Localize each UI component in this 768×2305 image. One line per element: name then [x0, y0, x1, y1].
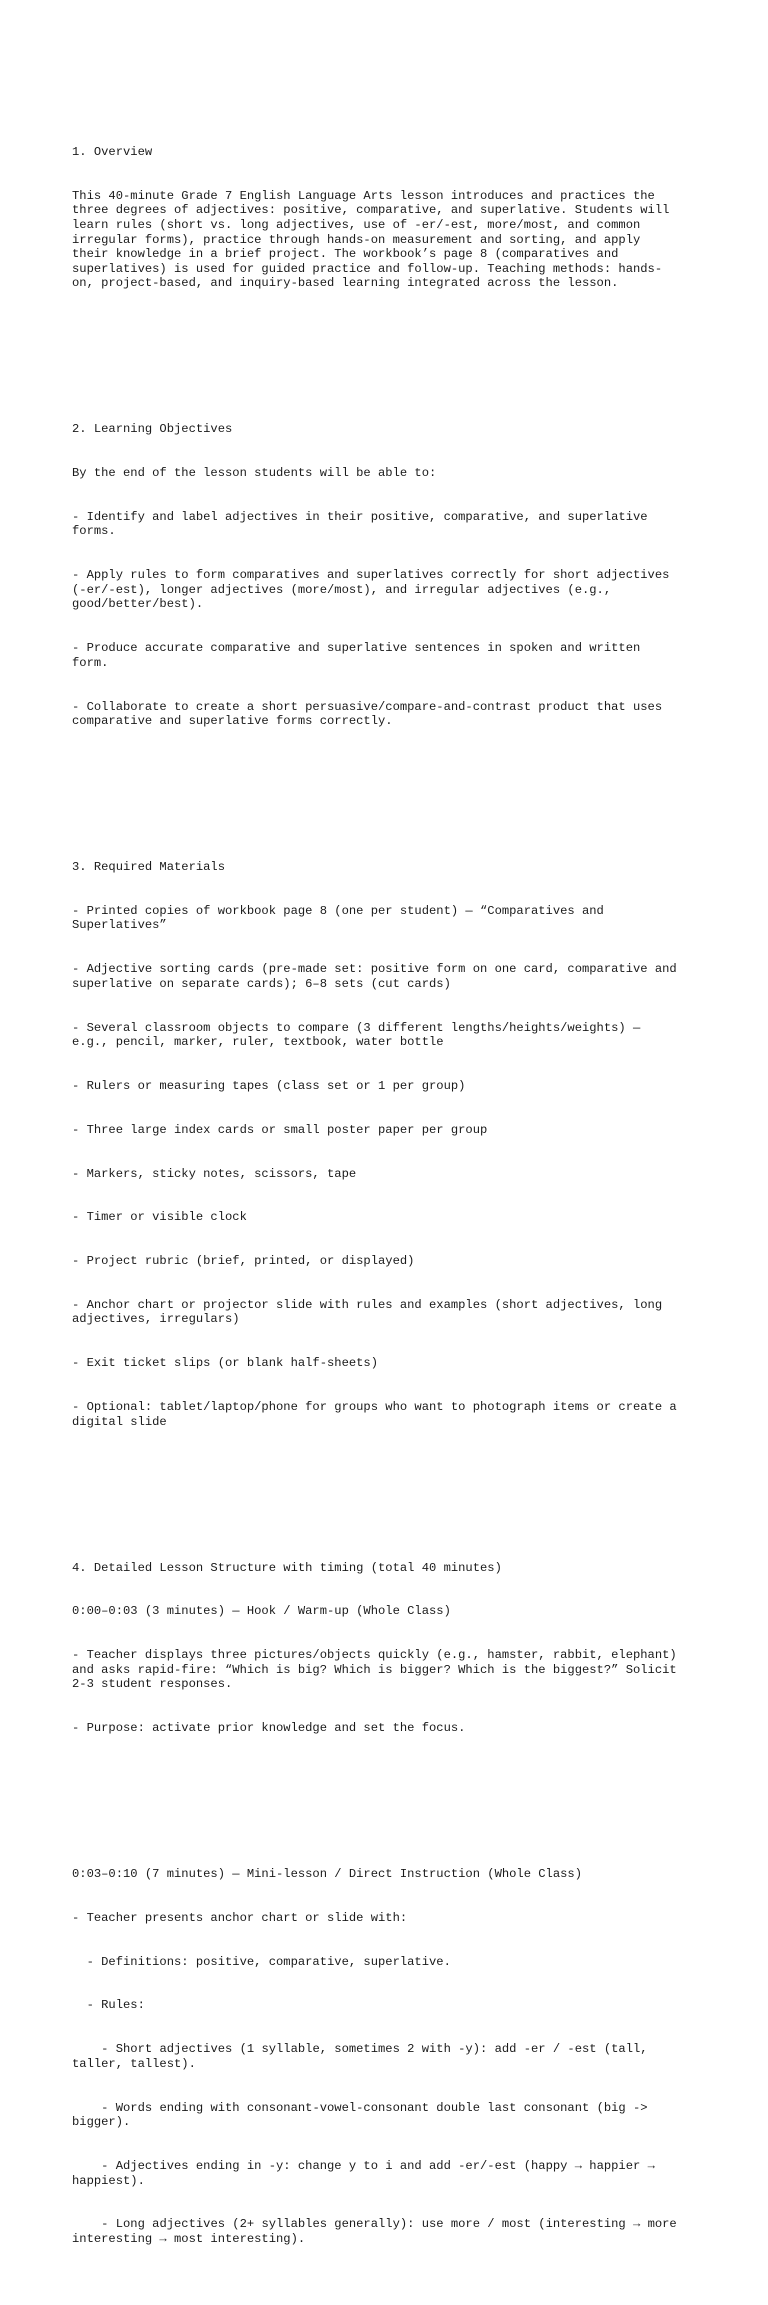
section-heading: 3. Required Materials [72, 860, 225, 875]
list-item: - Adjective sorting cards (pre-made set: positive form on one card, comparative and superlative on separate cards); 6–8 sets (cut cards) [72, 962, 677, 991]
list-item: - Exit ticket slips (or blank half-sheets) [72, 1356, 378, 1371]
section-learning-objectives [72, 393, 712, 758]
paragraph: By the end of the lesson students will be able to: [72, 466, 437, 481]
list-item: - Printed copies of workbook page 8 (one per student) — “Comparatives and Superlatives” [72, 903, 604, 933]
section-mini-lesson [72, 1838, 712, 2276]
list-item: - Definitions: positive, comparative, superlative. [72, 1954, 451, 1969]
section-heading: 2. Learning Objectives [72, 422, 233, 437]
list-item: - Several classroom objects to compare (3 different lengths/heights/weights) — e.g., pencil, marker, ruler, textbook, water bottle [72, 1020, 641, 1050]
list-item: - Purpose: activate prior knowledge and set the focus. [72, 1721, 466, 1736]
section-heading: 4. Detailed Lesson Structure with timing (total 40 minutes) [72, 1560, 502, 1575]
list-item: - Anchor chart or projector slide with rules and examples (short adjectives, long adjectives, irregulars) [72, 1297, 663, 1327]
time-block-heading: 0:03–0:10 (7 minutes) — Mini-lesson / Direct Instruction (Whole Class) [72, 1867, 582, 1882]
list-item: - Project rubric (brief, printed, or displayed) [72, 1254, 415, 1269]
list-item: - Optional: tablet/laptop/phone for groups who want to photograph items or create a digital slide [72, 1400, 677, 1429]
section-lesson-structure [72, 1531, 712, 1765]
list-item: - Produce accurate comparative and superlative sentences in spoken and written form. [72, 641, 641, 670]
list-item: - Rules: [72, 1998, 145, 2013]
list-item: - Apply rules to form comparatives and superlatives correctly for short adjectives (-er/-est), longer adjectives (more/most), and irregular adjectives (e.g., good/better/best). [72, 568, 670, 612]
list-item: - Three large index cards or small poster paper per group [72, 1122, 488, 1137]
list-item: - Adjectives ending in -y: change y to i and add -er/-est (happy → happier → happiest). [72, 2158, 655, 2188]
section-overview [72, 116, 712, 320]
list-item: - Teacher displays three pictures/objects quickly (e.g., hamster, rabbit, elephant) and asks rapid-fire: “Which is big? Which is bigger? Which is the biggest?” Solicit 2-3 student responses. [72, 1648, 677, 1692]
list-item: - Markers, sticky notes, scissors, tape [72, 1166, 357, 1181]
list-item: - Collaborate to create a short persuasive/compare-and-contrast product that uses comparative and superlative forms correctly. [72, 699, 663, 729]
paragraph: This 40-minute Grade 7 English Language Arts lesson introduces and practices the three degrees of adjectives: positive, comparative, and superlative. Students will learn rules (short vs. long adjectives, use of -er/-est, more/most, and common irregular forms), practice through hands-on measurement and sorting, and apply their knowledge in a brief project. The workbook’s page 8 (comparatives and superlatives) is used for guided practice and follow-up. Teaching methods: hands- on, project-based, and inquiry-based learning integrated across the lesson. [72, 188, 670, 291]
list-item: - Identify and label adjectives in their positive, comparative, and superlative forms. [72, 509, 648, 539]
list-item: - Short adjectives (1 syllable, sometimes 2 with -y): add -er / -est (tall, taller, tallest). [72, 2042, 648, 2071]
list-item: - Long adjectives (2+ syllables generally): use more / most (interesting → more interesting → most interesting). [72, 2217, 677, 2246]
list-item: - Rulers or measuring tapes (class set or 1 per group) [72, 1078, 466, 1093]
section-required-materials [72, 831, 712, 1459]
list-item: - Timer or visible clock [72, 1210, 247, 1225]
section-heading: 1. Overview [72, 144, 153, 159]
document-body [72, 72, 712, 2305]
list-item: - Words ending with consonant-vowel-consonant double last consonant (big -> bigger). [72, 2100, 648, 2130]
time-block-heading: 0:00–0:03 (3 minutes) — Hook / Warm-up (Whole Class) [72, 1604, 451, 1619]
list-item: - Teacher presents anchor chart or slide with: [72, 1910, 408, 1925]
